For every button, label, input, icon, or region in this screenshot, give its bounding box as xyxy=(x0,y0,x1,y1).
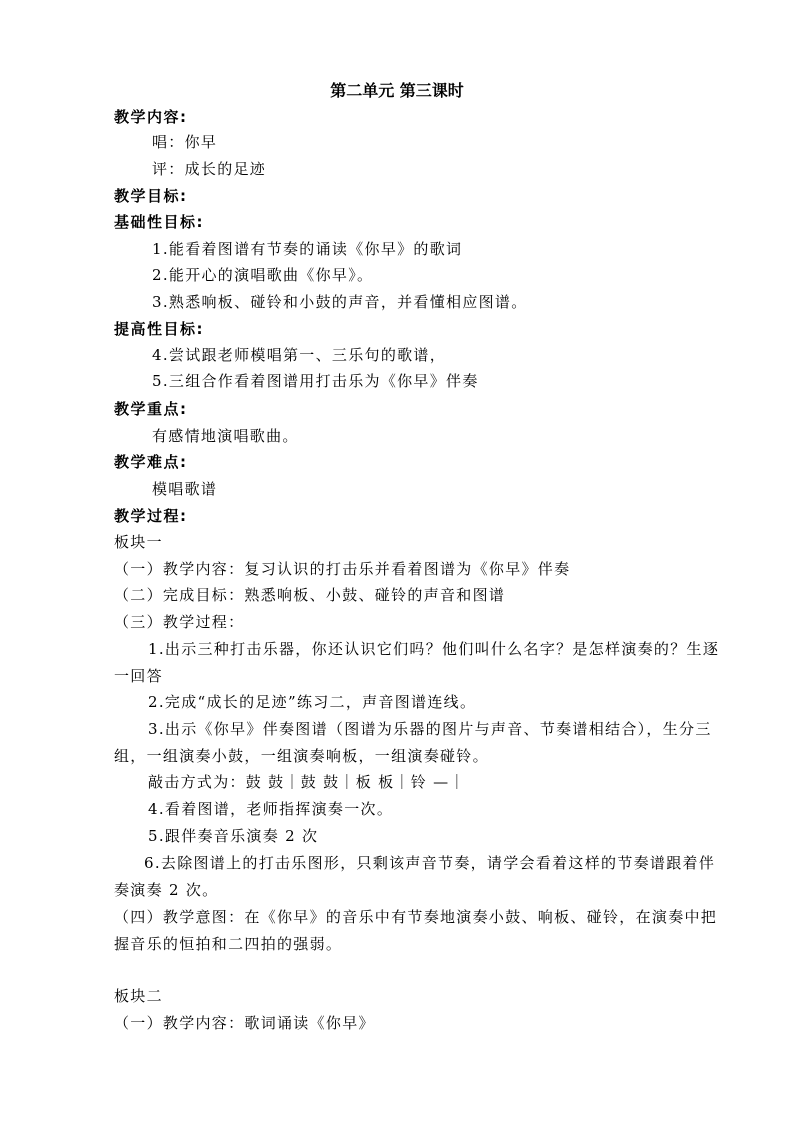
basic-goal-3: 3.熟悉响板、碰铃和小鼓的声音，并看懂相应图谱。 xyxy=(152,293,528,311)
advanced-goal-4: 4.尝试跟老师模唱第一、三乐句的歌谱， xyxy=(152,346,447,364)
strike-pattern: 敲击方式为：鼓 鼓｜鼓 鼓｜板 板｜铃 —｜ xyxy=(148,773,466,791)
block-1-intent: （四）教学意图：在《你早》的音乐中有节奏地演奏小鼓、响板、碰铃，在演奏中把握音乐的恒拍和二四拍的强弱。 xyxy=(114,908,718,953)
process-step-1: 1.出示三种打击乐器，你还认识它们吗？他们叫什么名字？是怎样演奏的？生逐一回答 xyxy=(114,640,720,685)
block-2-label: 板块二 xyxy=(114,987,163,1005)
process-step-3: 3.出示《你早》伴奏图谱（图谱为乐器的图片与声音、节奏谱相结合），生分三组，一组演奏小鼓，一组演奏响板，一组演奏碰铃。 xyxy=(114,720,712,765)
basic-goal-1: 1.能看着图谱有节奏的诵读《你早》的歌词 xyxy=(152,240,463,258)
block-1-label: 板块一 xyxy=(114,533,163,551)
block-1-content: （一）教学内容：复习认识的打击乐并看着图谱为《你早》伴奏 xyxy=(114,560,571,578)
heading-key-point: 教学重点: xyxy=(114,400,188,418)
content-review: 评：成长的足迹 xyxy=(152,160,267,178)
heading-process: 教学过程: xyxy=(114,507,188,525)
difficulty: 模唱歌谱 xyxy=(152,480,218,498)
basic-goal-2: 2.能开心的演唱歌曲《你早》。 xyxy=(152,266,374,284)
process-step-5: 5.跟伴奏音乐演奏 2 次 xyxy=(148,827,319,845)
heading-teaching-goals: 教学目标: xyxy=(114,187,188,205)
page-title: 第二单元 第三课时 xyxy=(330,81,464,100)
process-step-4: 4.看着图谱，老师指挥演奏一次。 xyxy=(148,800,394,818)
heading-teaching-content: 教学内容: xyxy=(114,108,188,126)
heading-difficulty: 教学难点: xyxy=(114,453,188,471)
block-2-content: （一）教学内容：歌词诵读《你早》 xyxy=(114,1014,375,1032)
process-step-6: 6.去除图谱上的打击乐图形，只剩该声音节奏，请学会看着这样的节奏谱跟着伴奏演奏 2 次。 xyxy=(114,854,716,899)
advanced-goal-5: 5.三组合作看着图谱用打击乐为《你早》伴奏 xyxy=(152,372,479,390)
block-1-goal: （二）完成目标：熟悉响板、小鼓、碰铃的声音和图谱 xyxy=(114,586,506,604)
process-step-2: 2.完成“成长的足迹”练习二，声音图谱连线。 xyxy=(148,693,477,711)
key-point: 有感情地演唱歌曲。 xyxy=(152,427,299,445)
content-sing: 唱：你早 xyxy=(152,133,218,151)
heading-basic-goals: 基础性目标: xyxy=(114,213,204,231)
block-1-process: （三）教学过程： xyxy=(114,613,245,631)
heading-advanced-goals: 提高性目标: xyxy=(114,320,204,338)
